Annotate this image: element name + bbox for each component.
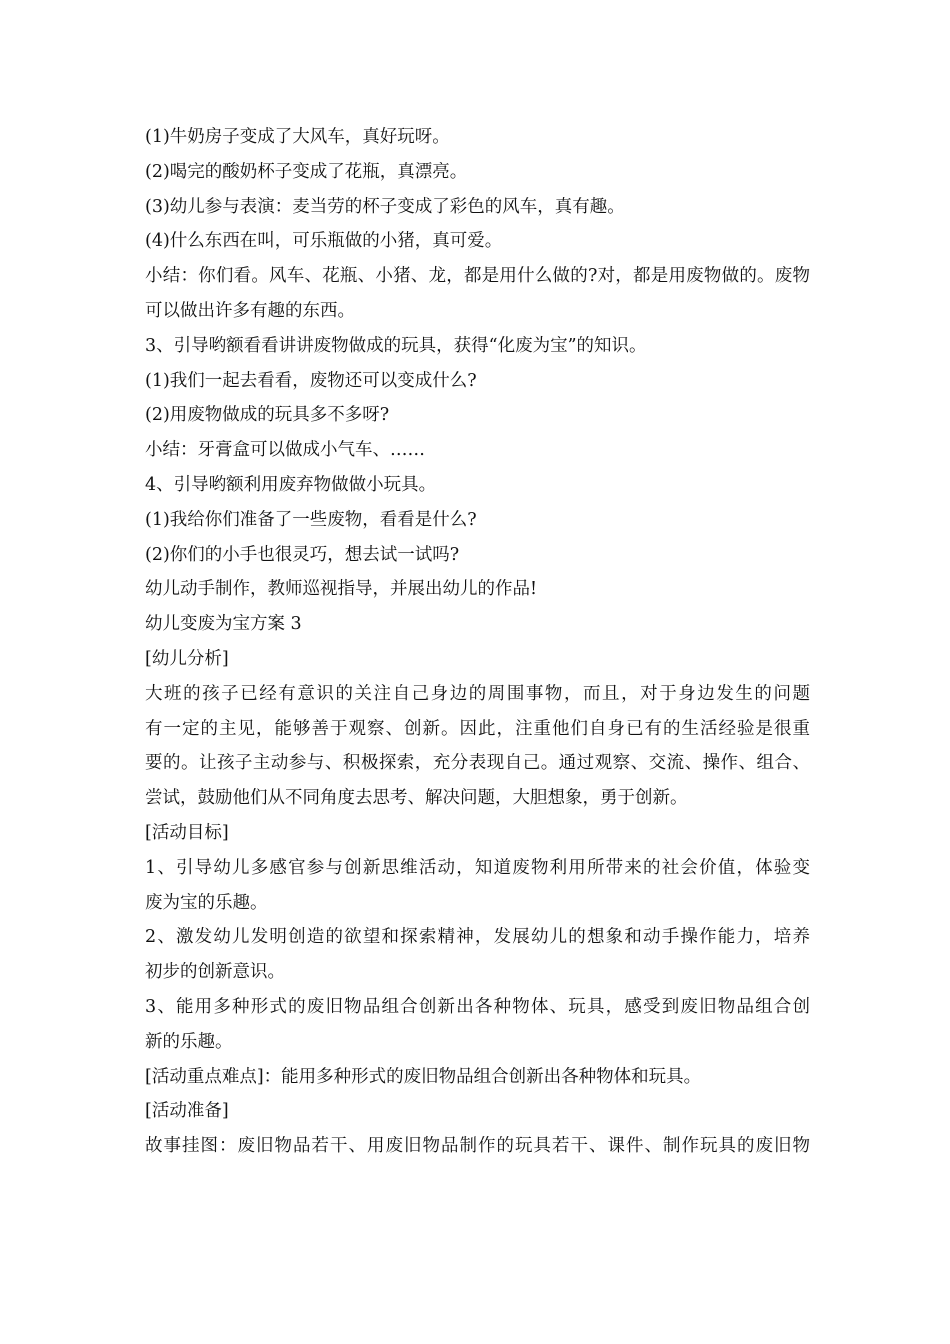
section-heading: [活动准备] [145, 1101, 229, 1122]
text-line: 1、引导幼儿多感官参与创新思维活动，知道废物利用所带来的社会价值，体验变 [145, 857, 810, 878]
text-line: 有一定的主见，能够善于观察、创新。因此，注重他们自身已有的生活经验是很重 [145, 718, 810, 739]
text-line: 可以做出许多有趣的东西。 [145, 300, 355, 321]
section-heading: [活动目标] [145, 822, 229, 843]
text-line: [活动重点难点]：能用多种形式的废旧物品组合创新出各种物体和玩具。 [145, 1066, 702, 1087]
text-line: (4)什么东西在叫，可乐瓶做的小猪，真可爱。 [145, 231, 503, 252]
text-line: (1)我给你们准备了一些废物，看看是什么? [145, 509, 477, 530]
text-line: (2)你们的小手也很灵巧，想去试一试吗? [145, 544, 460, 565]
text-line: (1)牛奶房子变成了大风车，真好玩呀。 [145, 127, 450, 147]
text-line: 3、引导哟额看看讲讲废物做成的玩具，获得“化废为宝”的知识。 [145, 335, 647, 356]
text-line: 新的乐趣。 [145, 1031, 233, 1052]
text-line: 大班的孩子已经有意识的关注自己身边的周围事物，而且，对于身边发生的问题 [145, 683, 810, 704]
text-line: 要的。让孩子主动参与、积极探索，充分表现自己。通过观察、交流、操作、组合、 [145, 753, 810, 774]
section-title: 幼儿变废为宝方案 3 [145, 614, 302, 635]
text-line: 废为宝的乐趣。 [145, 892, 268, 913]
text-line: 初步的创新意识。 [145, 962, 285, 983]
text-line: 4、引导哟额利用废弃物做做小玩具。 [145, 474, 437, 495]
text-line: 2、激发幼儿发明创造的欲望和探索精神，发展幼儿的想象和动手操作能力，培养 [145, 927, 810, 948]
section-heading: [幼儿分析] [145, 648, 229, 669]
text-line: (2)喝完的酸奶杯子变成了花瓶，真漂亮。 [145, 161, 468, 182]
text-line: 尝试，鼓励他们从不同角度去思考、解决问题，大胆想象，勇于创新。 [145, 788, 688, 809]
text-line: (2)用废物做成的玩具多不多呀? [145, 405, 390, 426]
text-line: (3)幼儿参与表演：麦当劳的杯子变成了彩色的风车，真有趣。 [145, 196, 625, 217]
text-line: 故事挂图：废旧物品若干、用废旧物品制作的玩具若干、课件、制作玩具的废旧物 [145, 1136, 810, 1157]
text-line: 3、能用多种形式的废旧物品组合创新出各种物体、玩具，感受到废旧物品组合创 [145, 996, 810, 1017]
text-line: 幼儿动手制作，教师巡视指导，并展出幼儿的作品! [145, 579, 538, 600]
text-line: (1)我们一起去看看，废物还可以变成什么? [145, 370, 477, 391]
text-line: 小结：牙膏盒可以做成小气车、…… [145, 440, 425, 461]
document-body [145, 120, 810, 1164]
text-line: 小结：你们看。风车、花瓶、小猪、龙，都是用什么做的?对，都是用废物做的。废物 [145, 266, 810, 287]
